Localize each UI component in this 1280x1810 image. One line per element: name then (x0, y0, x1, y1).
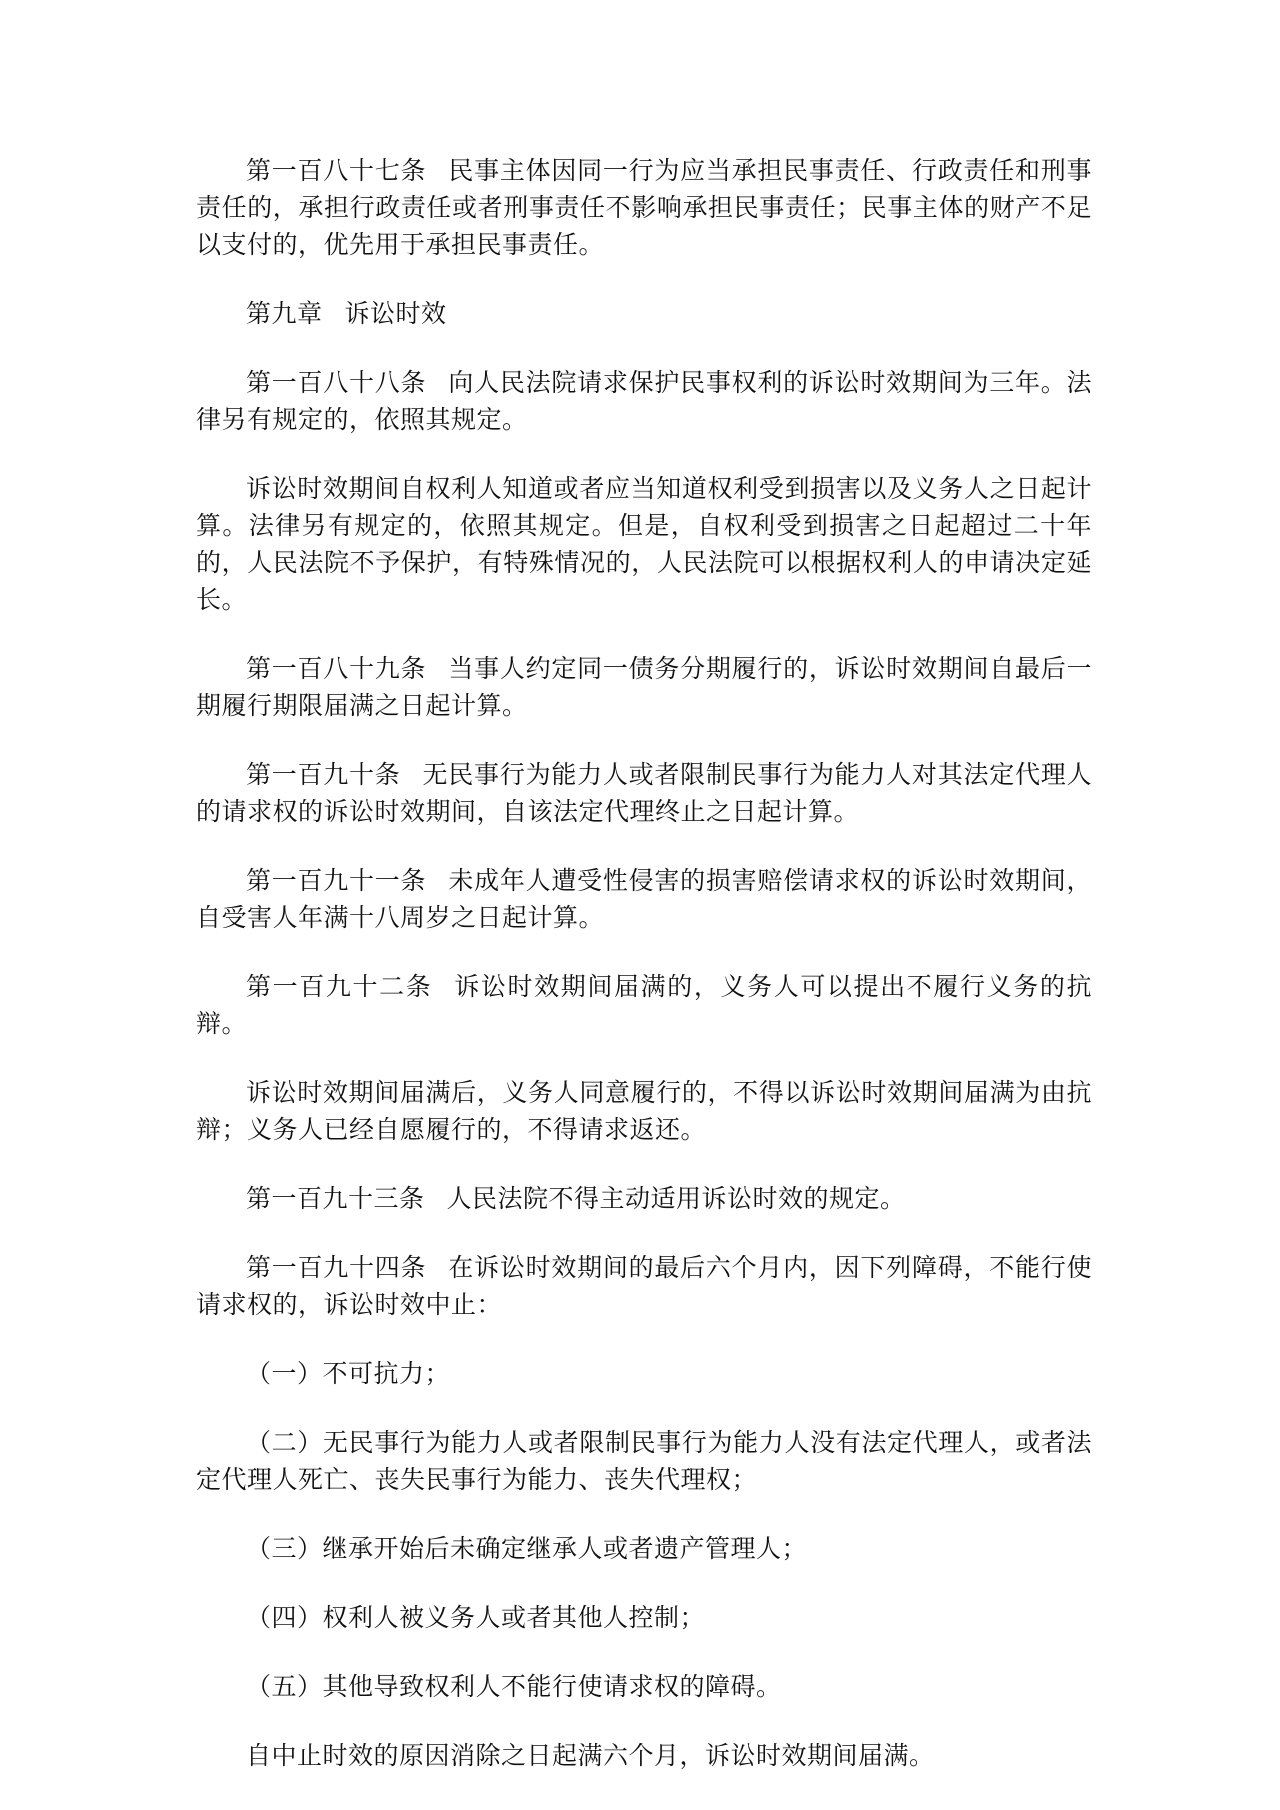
article-number: 第一百九十一条 (246, 866, 427, 895)
article-number: 第一百八十七条 (246, 156, 427, 185)
article-189 (196, 650, 1092, 724)
article-193 (196, 1180, 1092, 1217)
article-194-item-3 (196, 1530, 1092, 1567)
article-text: 自中止时效的原因消除之日起满六个月，诉讼时效期间届满。 (246, 1741, 935, 1770)
list-item-text: （一）不可抗力； (246, 1359, 451, 1388)
document-page (196, 152, 1092, 1806)
article-text: 人民法院不得主动适用诉讼时效的规定。 (446, 1184, 906, 1213)
article-number: 第一百九十四条 (246, 1253, 427, 1282)
article-text: 在诉讼时效期间的最后六个月内，因下列障碍，不能行使请求权的，诉讼时效中止： (196, 1253, 1092, 1319)
article-number: 第一百八十九条 (246, 654, 427, 683)
article-text: 当事人约定同一债务分期履行的，诉讼时效期间自最后一期履行期限届满之日起计算。 (196, 654, 1092, 720)
article-text: 无民事行为能力人或者限制民事行为能力人对其法定代理人的请求权的诉讼时效期间，自该法定代理终止之日起计算。 (196, 760, 1092, 826)
article-194-item-5 (196, 1668, 1092, 1705)
article-text: 诉讼时效期间自权利人知道或者应当知道权利受到损害以及义务人之日起计算。法律另有规定的，依照其规定。但是，自权利受到损害之日起超过二十年的，人民法院不予保护，有特殊情况的，人民法院可以根据权利人的申请决定延长。 (196, 474, 1092, 614)
article-number: 第一百九十二条 (246, 972, 433, 1001)
article-190 (196, 756, 1092, 830)
article-text: 民事主体因同一行为应当承担民事责任、行政责任和刑事责任的，承担行政责任或者刑事责任不影响承担民事责任；民事主体的财产不足以支付的，优先用于承担民事责任。 (196, 156, 1092, 259)
article-text: 向人民法院请求保护民事权利的诉讼时效期间为三年。法律另有规定的，依照其规定。 (196, 368, 1092, 434)
article-192 (196, 968, 1092, 1042)
list-item-text: （五）其他导致权利人不能行使请求权的障碍。 (246, 1672, 782, 1701)
article-194-clause-2 (196, 1737, 1092, 1774)
article-number: 第一百九十三条 (246, 1184, 425, 1213)
article-188-clause-2 (196, 470, 1092, 618)
article-194 (196, 1249, 1092, 1323)
article-187 (196, 152, 1092, 263)
list-item-text: （二）无民事行为能力人或者限制民事行为能力人没有法定代理人，或者法定代理人死亡、丧失民事行为能力、丧失代理权； (196, 1428, 1092, 1494)
article-number: 第一百八十八条 (246, 368, 427, 397)
list-item-text: （三）继承开始后未确定继承人或者遗产管理人； (246, 1534, 808, 1563)
list-item-text: （四）权利人被义务人或者其他人控制； (246, 1603, 706, 1632)
article-188 (196, 364, 1092, 438)
article-text: 诉讼时效期间届满后，义务人同意履行的，不得以诉讼时效期间届满为由抗辩；义务人已经自愿履行的，不得请求返还。 (196, 1078, 1092, 1144)
article-191 (196, 862, 1092, 936)
article-text: 未成年人遭受性侵害的损害赔偿请求权的诉讼时效期间，自受害人年满十八周岁之日起计算。 (196, 866, 1092, 932)
article-194-item-4 (196, 1599, 1092, 1636)
chapter-heading (196, 295, 1092, 332)
article-number: 第一百九十条 (246, 760, 401, 789)
article-194-item-2 (196, 1424, 1092, 1498)
article-text: 诉讼时效期间届满的，义务人可以提出不履行义务的抗辩。 (196, 972, 1092, 1038)
article-192-clause-2 (196, 1074, 1092, 1148)
chapter-number: 第九章 (246, 299, 323, 328)
chapter-title: 诉讼时效 (344, 299, 447, 328)
article-194-item-1 (196, 1355, 1092, 1392)
